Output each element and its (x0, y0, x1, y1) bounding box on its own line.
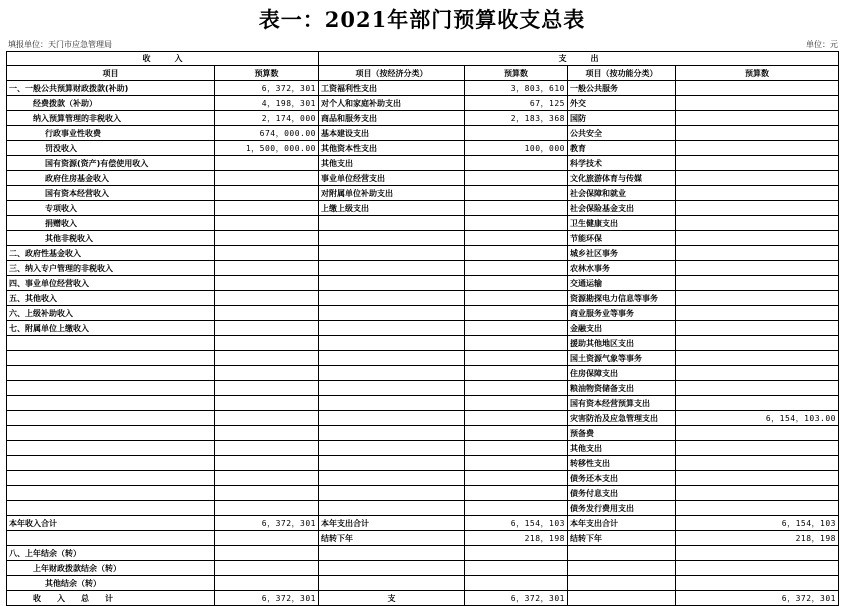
expense-econ-item: 对附属单位补助支出 (319, 186, 465, 201)
expense-econ-item (319, 291, 465, 306)
expense-func-item: 国有资本经营预算支出 (568, 396, 676, 411)
expense-func-item: 卫生健康支出 (568, 216, 676, 231)
income-budget (215, 411, 319, 426)
table-row (7, 291, 839, 306)
expense-func-budget (676, 561, 839, 576)
income-item: 国有资源(资产)有偿使用收入 (7, 156, 215, 171)
expense-econ-item (319, 426, 465, 441)
income-budget (215, 156, 319, 171)
currency-unit: 单位：元 (806, 40, 838, 49)
income-item: 本年收入合计 (7, 516, 215, 531)
income-budget (215, 246, 319, 261)
expense-func-budget: 6，372，301 (676, 591, 839, 606)
income-item (7, 366, 215, 381)
table-row (7, 171, 839, 186)
expense-func-item: 结转下年 (568, 531, 676, 546)
expense-func-budget (676, 261, 839, 276)
expense-func-budget (676, 246, 839, 261)
expense-econ-budget (465, 156, 568, 171)
table-row (7, 126, 839, 141)
expense-econ-item: 结转下年 (319, 531, 465, 546)
expense-econ-budget (465, 186, 568, 201)
expense-econ-budget (465, 306, 568, 321)
table-row (7, 441, 839, 456)
table-row (7, 456, 839, 471)
expense-func-item: 粮油物资储备支出 (568, 381, 676, 396)
expense-econ-item (319, 411, 465, 426)
expense-func-budget: 6，154，103 (676, 516, 839, 531)
income-item: 上年财政拨款结余（转） (7, 561, 215, 576)
income-budget (215, 216, 319, 231)
income-item (7, 456, 215, 471)
income-budget (215, 366, 319, 381)
expense-func-item: 其他支出 (568, 441, 676, 456)
income-item: 一、一般公共预算财政拨款(补助) (7, 81, 215, 96)
income-budget (215, 321, 319, 336)
expense-econ-item (319, 261, 465, 276)
income-budget: 2，174，000 (215, 111, 319, 126)
expense-func-item: 债务发行费用支出 (568, 501, 676, 516)
table-row (7, 321, 839, 336)
budget-summary-table (6, 51, 839, 606)
expense-func-item: 预备费 (568, 426, 676, 441)
expense-func-item (568, 546, 676, 561)
expense-econ-budget (465, 246, 568, 261)
expense-func-budget (676, 546, 839, 561)
expense-econ-budget (465, 201, 568, 216)
expense-func-item (568, 591, 676, 606)
expense-func-budget (676, 111, 839, 126)
expense-econ-budget: 218，198 (465, 531, 568, 546)
income-budget (215, 426, 319, 441)
table-row (7, 546, 839, 561)
col-item-econ-header: 项目（按经济分类） (319, 66, 465, 81)
expense-econ-item (319, 276, 465, 291)
table-row (7, 216, 839, 231)
income-item (7, 411, 215, 426)
expense-func-budget (676, 396, 839, 411)
income-item: 四、事业单位经营收入 (7, 276, 215, 291)
col-item-func-header: 项目（按功能分类） (568, 66, 676, 81)
income-budget (215, 396, 319, 411)
income-item: 收 入 总 计 (7, 591, 215, 606)
table-row (7, 351, 839, 366)
income-budget (215, 276, 319, 291)
expense-econ-item (319, 486, 465, 501)
expense-econ-item (319, 501, 465, 516)
table-row (7, 276, 839, 291)
expense-econ-budget (465, 546, 568, 561)
table-row (7, 471, 839, 486)
expense-econ-item: 其他资本性支出 (319, 141, 465, 156)
reporting-unit: 填报单位：天门市应急管理局 (8, 40, 112, 49)
expense-func-budget (676, 366, 839, 381)
expense-func-budget (676, 486, 839, 501)
expense-econ-budget (465, 396, 568, 411)
table-row (7, 96, 839, 111)
expense-func-budget: 6，154，103.00 (676, 411, 839, 426)
expense-func-budget (676, 96, 839, 111)
table-row (7, 306, 839, 321)
expense-func-budget (676, 336, 839, 351)
income-item (7, 381, 215, 396)
expense-func-budget (676, 141, 839, 156)
expense-func-item: 一般公共服务 (568, 81, 676, 96)
expense-econ-item: 本年支出合计 (319, 516, 465, 531)
expense-func-budget (676, 321, 839, 336)
expense-econ-budget (465, 501, 568, 516)
expense-econ-budget (465, 426, 568, 441)
expense-econ-item (319, 471, 465, 486)
expense-econ-item (319, 546, 465, 561)
income-budget: 6，372，301 (215, 591, 319, 606)
table-row (7, 486, 839, 501)
expense-econ-budget (465, 321, 568, 336)
expense-econ-budget (465, 381, 568, 396)
expense-func-budget (676, 171, 839, 186)
expense-econ-budget (465, 441, 568, 456)
income-budget (215, 381, 319, 396)
income-item (7, 441, 215, 456)
expense-econ-item: 工资福利性支出 (319, 81, 465, 96)
page-title: 表一：2021年部门预算收支总表 (258, 7, 586, 32)
income-budget (215, 561, 319, 576)
col-budget2-header: 预算数 (465, 66, 568, 81)
income-item: 捐赠收入 (7, 216, 215, 231)
expense-func-item: 文化旅游体育与传媒 (568, 171, 676, 186)
income-item: 三、纳入专户管理的非税收入 (7, 261, 215, 276)
income-budget (215, 351, 319, 366)
expense-econ-budget: 100，000 (465, 141, 568, 156)
expense-econ-budget (465, 231, 568, 246)
expense-econ-item (319, 366, 465, 381)
expense-func-budget (676, 276, 839, 291)
expense-econ-budget (465, 276, 568, 291)
expense-func-budget (676, 186, 839, 201)
expense-econ-budget (465, 411, 568, 426)
expense-econ-item (319, 306, 465, 321)
expense-func-item: 节能环保 (568, 231, 676, 246)
income-item: 其他非税收入 (7, 231, 215, 246)
expense-econ-item (319, 351, 465, 366)
income-item (7, 351, 215, 366)
expense-econ-budget (465, 486, 568, 501)
expense-func-item (568, 576, 676, 591)
table-row (7, 336, 839, 351)
expense-econ-budget (465, 171, 568, 186)
expense-econ-budget: 6，372，301 (465, 591, 568, 606)
expense-func-budget (676, 576, 839, 591)
expense-header: 支 出 (319, 52, 839, 66)
expense-econ-budget: 2，183，368 (465, 111, 568, 126)
expense-econ-item: 事业单位经营支出 (319, 171, 465, 186)
expense-func-item: 转移性支出 (568, 456, 676, 471)
expense-func-budget (676, 231, 839, 246)
income-item: 行政事业性收费 (7, 126, 215, 141)
expense-func-item: 国土资源气象等事务 (568, 351, 676, 366)
income-budget (215, 576, 319, 591)
income-item: 八、上年结余（转） (7, 546, 215, 561)
income-item (7, 501, 215, 516)
income-budget (215, 231, 319, 246)
income-item: 其他结余（转） (7, 576, 215, 591)
income-budget: 6，372，301 (215, 516, 319, 531)
income-item: 国有资本经营收入 (7, 186, 215, 201)
expense-func-budget (676, 351, 839, 366)
expense-econ-item: 基本建设支出 (319, 126, 465, 141)
expense-func-budget (676, 471, 839, 486)
expense-func-item: 社会保障和就业 (568, 186, 676, 201)
income-budget (215, 531, 319, 546)
income-budget: 674，000.00 (215, 126, 319, 141)
expense-econ-item (319, 456, 465, 471)
expense-func-item: 公共安全 (568, 126, 676, 141)
income-budget: 1，500，000.00 (215, 141, 319, 156)
expense-econ-budget (465, 366, 568, 381)
table-row (7, 246, 839, 261)
table-row (7, 261, 839, 276)
table-row (7, 591, 839, 606)
income-item: 六、上级补助收入 (7, 306, 215, 321)
expense-func-budget (676, 381, 839, 396)
income-budget (215, 306, 319, 321)
expense-econ-budget (465, 351, 568, 366)
expense-econ-budget: 3，803，610 (465, 81, 568, 96)
table-row (7, 396, 839, 411)
income-budget (215, 546, 319, 561)
table-row (7, 231, 839, 246)
income-item: 专项收入 (7, 201, 215, 216)
expense-econ-budget (465, 561, 568, 576)
expense-econ-budget (465, 291, 568, 306)
expense-econ-budget (465, 126, 568, 141)
expense-func-item: 外交 (568, 96, 676, 111)
expense-econ-budget (465, 576, 568, 591)
table-row (7, 201, 839, 216)
income-budget: 4，198，301 (215, 96, 319, 111)
expense-func-item: 社会保险基金支出 (568, 201, 676, 216)
expense-econ-item: 其他支出 (319, 156, 465, 171)
income-item: 二、政府性基金收入 (7, 246, 215, 261)
table-row (7, 186, 839, 201)
income-item: 纳入预算管理的非税收入 (7, 111, 215, 126)
table-row (7, 381, 839, 396)
expense-econ-budget (465, 216, 568, 231)
income-budget (215, 486, 319, 501)
income-budget (215, 501, 319, 516)
expense-func-budget (676, 441, 839, 456)
expense-func-item: 本年支出合计 (568, 516, 676, 531)
expense-func-budget (676, 426, 839, 441)
expense-func-budget (676, 126, 839, 141)
income-item: 罚没收入 (7, 141, 215, 156)
expense-func-budget (676, 306, 839, 321)
expense-func-item: 城乡社区事务 (568, 246, 676, 261)
income-budget (215, 456, 319, 471)
income-item (7, 531, 215, 546)
expense-econ-budget (465, 456, 568, 471)
expense-func-item: 国防 (568, 111, 676, 126)
expense-econ-item: 上缴上级支出 (319, 201, 465, 216)
table-row (7, 531, 839, 546)
income-budget (215, 336, 319, 351)
expense-func-budget (676, 291, 839, 306)
expense-econ-item (319, 231, 465, 246)
income-budget (215, 471, 319, 486)
expense-func-item: 商业服务业等事务 (568, 306, 676, 321)
table-row (7, 501, 839, 516)
income-item: 七、附属单位上缴收入 (7, 321, 215, 336)
table-row (7, 366, 839, 381)
expense-econ-budget (465, 336, 568, 351)
income-item: 五、其他收入 (7, 291, 215, 306)
expense-func-item: 交通运输 (568, 276, 676, 291)
expense-func-item: 教育 (568, 141, 676, 156)
expense-func-item: 债务付息支出 (568, 486, 676, 501)
income-budget (215, 186, 319, 201)
income-header: 收 入 (7, 52, 319, 66)
income-item (7, 426, 215, 441)
expense-func-item: 资源勘探电力信息等事务 (568, 291, 676, 306)
expense-econ-item: 商品和服务支出 (319, 111, 465, 126)
expense-econ-budget (465, 471, 568, 486)
expense-econ-budget: 6，154，103 (465, 516, 568, 531)
income-budget (215, 171, 319, 186)
col-budget-header: 预算数 (215, 66, 319, 81)
expense-func-budget (676, 81, 839, 96)
expense-func-budget (676, 201, 839, 216)
expense-econ-budget (465, 261, 568, 276)
expense-econ-item (319, 321, 465, 336)
expense-econ-item: 支 (319, 591, 465, 606)
income-item (7, 471, 215, 486)
income-budget: 6，372，301 (215, 81, 319, 96)
expense-func-item: 科学技术 (568, 156, 676, 171)
income-item (7, 486, 215, 501)
income-item (7, 396, 215, 411)
col-item-header: 项目 (7, 66, 215, 81)
expense-func-item: 债务还本支出 (568, 471, 676, 486)
table-row (7, 81, 839, 96)
expense-func-budget (676, 501, 839, 516)
income-item (7, 336, 215, 351)
expense-func-item: 灾害防治及应急管理支出 (568, 411, 676, 426)
expense-econ-item (319, 336, 465, 351)
expense-econ-item (319, 246, 465, 261)
income-item: 政府住房基金收入 (7, 171, 215, 186)
table-row (7, 516, 839, 531)
table-row (7, 426, 839, 441)
table-row (7, 111, 839, 126)
income-budget (215, 201, 319, 216)
table-row (7, 141, 839, 156)
expense-func-item: 金融支出 (568, 321, 676, 336)
income-budget (215, 261, 319, 276)
expense-func-budget (676, 216, 839, 231)
expense-econ-item: 对个人和家庭补助支出 (319, 96, 465, 111)
expense-func-item: 农林水事务 (568, 261, 676, 276)
expense-func-budget (676, 156, 839, 171)
income-item: 经费拨款（补助） (7, 96, 215, 111)
table-row (7, 576, 839, 591)
table-row (7, 411, 839, 426)
expense-func-budget (676, 456, 839, 471)
income-budget (215, 291, 319, 306)
expense-econ-item (319, 441, 465, 456)
expense-func-budget: 218，198 (676, 531, 839, 546)
expense-econ-item (319, 561, 465, 576)
expense-econ-item (319, 381, 465, 396)
expense-econ-item (319, 576, 465, 591)
expense-econ-budget: 67，125 (465, 96, 568, 111)
expense-econ-item (319, 216, 465, 231)
table-row (7, 156, 839, 171)
table-row (7, 561, 839, 576)
expense-func-item: 住房保障支出 (568, 366, 676, 381)
expense-func-item (568, 561, 676, 576)
col-budget3-header: 预算数 (676, 66, 839, 81)
income-budget (215, 441, 319, 456)
expense-econ-item (319, 396, 465, 411)
expense-func-item: 援助其他地区支出 (568, 336, 676, 351)
